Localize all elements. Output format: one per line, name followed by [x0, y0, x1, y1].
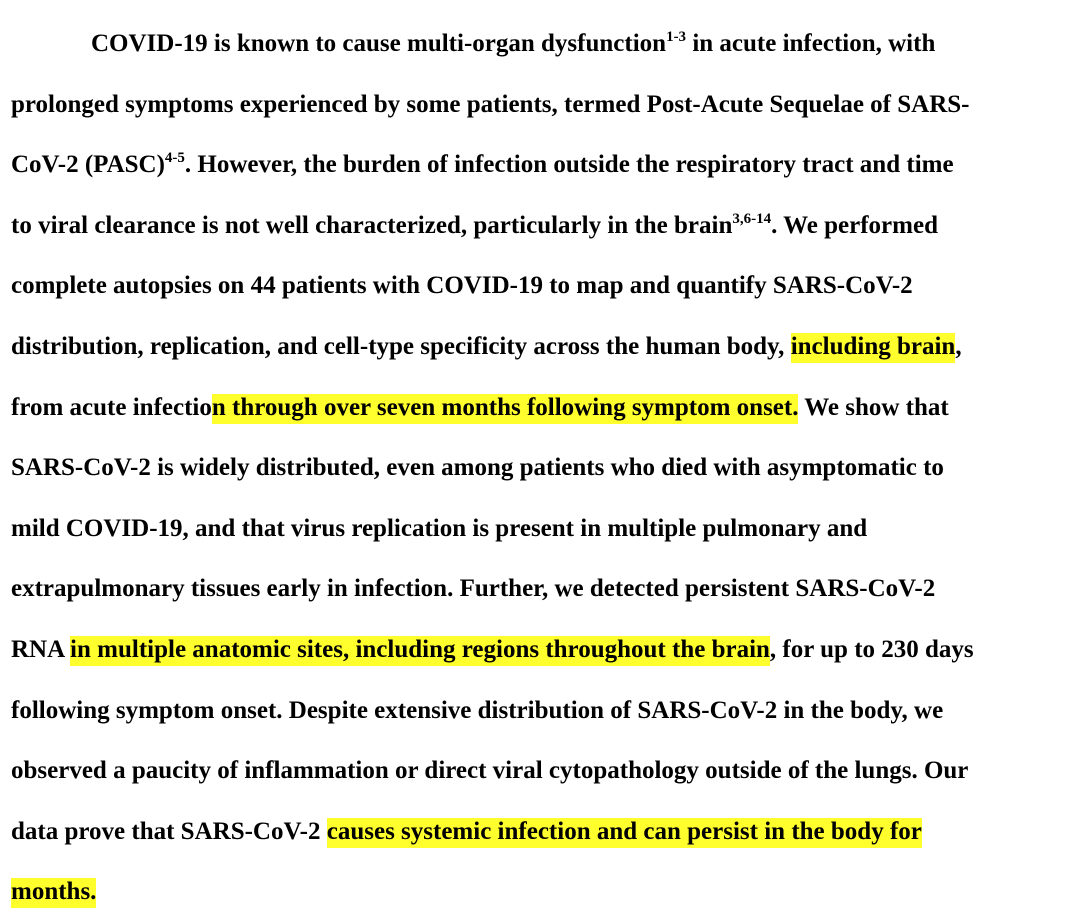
highlight-months: months.	[11, 878, 96, 908]
highlight-including-brain: including brain	[791, 333, 956, 363]
text-line-14: data prove that SARS-CoV-2 causes systemic infection and can persist in the body for	[11, 817, 922, 847]
text-line-12: following symptom onset. Despite extensive distribution of SARS-CoV-2 in the body, we	[11, 697, 944, 724]
highlight-seven-months: n through over seven months following symptom onset.	[212, 394, 799, 424]
text-line-10: extrapulmonary tissues early in infection. Further, we detected persistent SARS-CoV-2	[11, 575, 936, 602]
text-line-13: observed a paucity of inflammation or direct viral cytopathology outside of the lungs. Our	[11, 757, 969, 784]
text-line-1: COVID-19 is known to cause multi-organ dysfunction$^{1-3}$ in acute infection, with	[91, 29, 936, 57]
highlight-systemic-infection: causes systemic infection and can persist in the body for	[327, 818, 922, 848]
text-line-6: distribution, replication, and cell-type specificity across the human body, including brain,	[11, 332, 962, 362]
text-line-5: complete autopsies on 44 patients with COVID-19 to map and quantify SARS-CoV-2	[11, 272, 913, 299]
text-line-7: from acute infection through over seven months following symptom onset. We show that	[11, 393, 949, 423]
citation-3-6-14: 3,6-14	[732, 211, 772, 227]
text-line-3: CoV-2 (PASC)$^{4-5}$. However, the burden of infection outside the respiratory tract and time	[11, 150, 954, 178]
highlight-anatomic-sites: in multiple anatomic sites, including regions throughout the brain	[70, 636, 770, 666]
text-line-8: SARS-CoV-2 is widely distributed, even among patients who died with asymptomatic to	[11, 454, 944, 481]
citation-1-3: 1-3	[666, 29, 687, 45]
text-line-4: to viral clearance is not well characterized, particularly in the brain$^{3,6-14}$. We performed	[11, 211, 938, 239]
text-line-2: prolonged symptoms experienced by some patients, termed Post-Acute Sequelae of SARS-	[11, 91, 970, 118]
text-line-9: mild COVID-19, and that virus replication is present in multiple pulmonary and	[11, 515, 868, 542]
citation-4-5: 4-5	[164, 150, 185, 166]
text-line-11: RNA in multiple anatomic sites, including regions throughout the brain, for up to 230 days	[11, 635, 974, 665]
text-line-15	[11, 877, 96, 907]
